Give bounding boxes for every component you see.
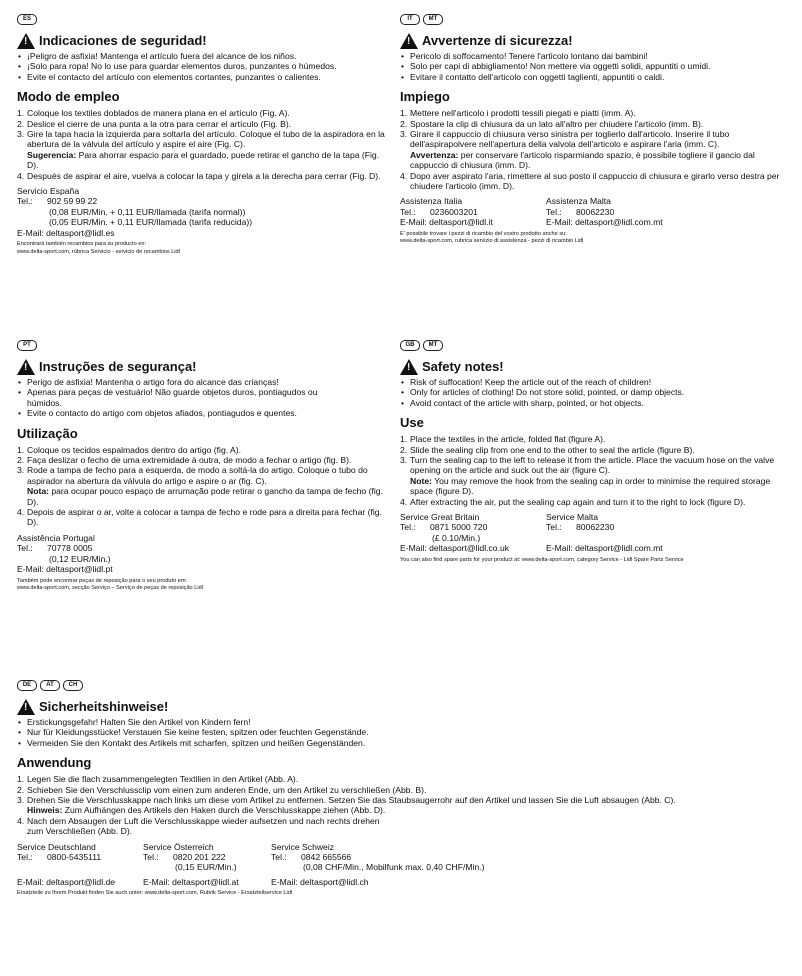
step-item: 3. Turn the sealing cap to the left to release it from the article. Place the vacuum hose on the valve opening on the article and suck out the air (figure C). Note: You may remove the hook from the sealing cap in order to minimise the required storage space (figure D). xyxy=(400,455,775,497)
list-item: • Only for articles of clothing! Do not store solid, pointed, or damp objects. xyxy=(410,387,785,397)
email-link[interactable]: deltasport@lidl.at xyxy=(172,876,239,887)
flag-mt: MT xyxy=(423,340,443,351)
phone-number: 0842 665566 xyxy=(301,852,352,863)
email-link[interactable]: deltasport@lidl.it xyxy=(429,217,493,228)
steps-list xyxy=(400,108,785,191)
phone-number: 902 59 99 22 xyxy=(47,196,98,207)
flag-it: IT xyxy=(400,14,420,25)
safety-heading: ! Indicaciones de seguridad! xyxy=(17,33,389,49)
language-flags xyxy=(17,14,389,25)
list-item: • Apenas para peças de vestuário! Não guarde objetos duros, pontiagudos ou húmidos. xyxy=(27,387,392,408)
phone-number: 80062230 xyxy=(576,206,615,217)
list-item: • Evite el contacto del artículo con elementos cortantes, punzantes o calientes. xyxy=(27,72,389,82)
email-link[interactable]: deltasport@lidl.ch xyxy=(300,876,369,887)
steps-list xyxy=(17,108,389,181)
safety-list xyxy=(17,51,389,82)
step-item: 2. Faça deslizar o fecho de uma extremidade à outra, de modo a fechar o artigo (fig. B). xyxy=(17,455,352,466)
step-item: 1. Place the textiles in the article, folded flat (figure A). xyxy=(400,434,606,445)
flag-gb: GB xyxy=(400,340,420,351)
service-block: Service Deutschland Tel.: 0800-5435111 E-Mail: deltasport@lidl.de Service Österreich Tel.: 0820 201 222 (0,15 EUR/Min.) E-Mail: deltasport@lidl.at Service Schweiz Tel.: 0842 665566 (0,08 CHF/Min., Mobilfunk max. 0,40 CHF/Min.) E-Mail: deltasport@lidl.ch xyxy=(17,841,485,887)
service-block: Servicio España Tel.: 902 59 99 22 (0,08 EUR/Min. + 0,11 EUR/llamada (tarifa normal)) (0,05 EUR/Min. + 0,11 EUR/llamada (tarifa reducida)) E-Mail: deltasport@lidl.es xyxy=(17,186,253,238)
steps-list xyxy=(17,445,392,528)
section-es xyxy=(17,14,389,256)
list-item: • Perigo de asfixia! Mantenha o artigo fora do alcance das crianças! xyxy=(27,377,392,387)
safety-list xyxy=(17,377,392,419)
warning-icon xyxy=(17,33,35,49)
spare-parts-note: You can also find spare parts for your product at: www.delta-sport.com, category Service - Lidl Spare Parts Service xyxy=(400,556,684,563)
steps-list xyxy=(400,434,785,507)
section-it xyxy=(400,14,785,246)
step-item: 2. Slide the sealing clip from one end to the other to seal the article (figure B). xyxy=(400,444,695,455)
step-item: 3. Gire la tapa hacia la izquierda para soltarla del artículo. Coloque el tubo de la aspiradora en la abertura de la válvula del artículo y aspire el aire (Fig. C). Sugerencia: Para ahorrar espacio para el guardado, puede retirar el gancho de la tapa (Fig. D). xyxy=(17,129,385,171)
list-item: • Pericolo di soffocamento! Tenere l'articolo lontano dai bambini! xyxy=(410,51,785,61)
flag-pt: PT xyxy=(17,340,37,351)
flag-at: AT xyxy=(40,680,60,691)
spare-parts-note: Encontrará también recambios para su producto en: www.delta-sport.com, rúbrica Servicio - servicio de recambios Lidl xyxy=(17,241,180,255)
spare-parts-note: Ersatzteile zu Ihrem Produkt finden Sie auch unter: www.delta-sport.com, Rubrik Service - Ersatzteilservice Lidl xyxy=(17,890,293,897)
safety-list xyxy=(400,377,785,408)
steps-list xyxy=(17,774,787,836)
warning-icon xyxy=(400,33,418,49)
list-item: • Erstickungsgefahr! Halten Sie den Artikel von Kindern fern! xyxy=(27,717,787,727)
section-gb xyxy=(400,340,785,564)
list-item: • ¡Peligro de asfixia! Mantenga el artículo fuera del alcance de los niños. xyxy=(27,51,389,61)
step-item: 1. Mettere nell'articolo i prodotti tessili piegati e piatti (imm. A). xyxy=(400,108,636,119)
spare-parts-note: E' possibile trovare i pezzi di ricambio del vostro prodotto anche su: www.delta-sport.com, rubrica servizio di assistenza - pezzi di ricambio Lidl xyxy=(400,230,584,245)
service-block: Assistência Portugal Tel.: 70778 0005 (0,12 EUR/Min.) E-Mail: deltasport@lidl.pt xyxy=(17,532,113,575)
phone-number: 80062230 xyxy=(576,522,615,533)
step-item: 3. Girare il cappuccio di chiusura verso sinistra per toglierlo dall'articolo. Inserire il tubo dell'aspirapolvere nell'apertura della valvola dell'articolo e aspirare l'aria (imm. C). Avvertenza: per conservare l'articolo risparmiando spazio, è possibile togliere il gancio dal cappuccio di chiusura (imm. D). xyxy=(400,129,755,171)
step-item: 2. Deslice el cierre de una punta a la otra para cerrar el artículo (Fig. B). xyxy=(17,118,292,129)
safety-heading: ! Instruções de segurança! xyxy=(17,359,392,375)
warning-icon xyxy=(17,359,35,375)
list-item: • Solo per capi di abbigliamento! Non mettere via oggetti solidi, appuntiti o umidi. xyxy=(410,61,785,71)
step-item: 4. Nach dem Absaugen der Luft die Verschlusskappe wieder aufsetzen und nach rechts drehen zum Verschließen (Abb. D). xyxy=(17,815,380,837)
phone-number: 0820 201 222 xyxy=(173,852,226,863)
step-item: 4. Dopo aver aspirato l'aria, rimettere al suo posto il cappuccio di chiusura e girarlo verso destra per chiudere l'articolo (imm. D). xyxy=(400,170,780,192)
step-item: 3. Rode a tampa de fecho para a esquerda, de modo a soltá-la do artigo. Coloque o tubo do aspirador na abertura da válvula do artigo e aspire o ar (fig. C). Nota: para ocupar pouco espaço de arrumação pode retirar o gancho da tampa de fecho (fig. D). xyxy=(17,465,383,507)
warning-icon xyxy=(17,699,35,715)
safety-heading: ! Safety notes! xyxy=(400,359,785,375)
email-link[interactable]: deltasport@lidl.com.mt xyxy=(575,543,663,554)
flag-es: ES xyxy=(17,14,37,25)
step-item: 4. After extracting the air, put the sealing cap again and turn it to the right to lock (figure D). xyxy=(400,496,746,507)
list-item: • Vermeiden Sie den Kontakt des Artikels mit scharfen, spitzen und heißen Gegenständen. xyxy=(27,738,787,748)
language-flags xyxy=(17,340,392,351)
step-item: 4. Depois de aspirar o ar, volte a colocar a tampa de fecho e rode para a direita para fechar (fig. D). xyxy=(17,507,382,528)
phone-number: 0871 5000 720 xyxy=(430,522,488,533)
safety-heading: ! Sicherheitshinweise! xyxy=(17,699,787,715)
step-item: 3. Drehen Sie die Verschlusskappe nach links um diese vom Artikel zu entfernen. Setzen Sie das Staubsaugerrohr auf den Artikel und lassen Sie die Luft absaugen (Abb. C). Hinweis: Zum Aufhängen des Artikels den Haken durch die Verschlusskappe ziehen (Abb. D). xyxy=(17,795,676,816)
list-item: • Evitare il contatto dell'articolo con oggetti taglienti, appuntiti o caldi. xyxy=(410,72,785,82)
service-block: Assistenza Italia Tel.: 0236003201 E-Mail: deltasport@lidl.it Assistenza Malta Tel.: 80062230 E-Mail: deltasport@lidl.com.mt xyxy=(400,196,663,228)
section-pt xyxy=(17,340,392,593)
warning-icon xyxy=(400,359,418,375)
use-heading: Anwendung xyxy=(17,755,92,771)
list-item: • Nur für Kleidungsstücke! Verstauen Sie keine festen, spitzen oder feuchten Gegenstände. xyxy=(27,727,787,737)
email-link[interactable]: deltasport@lidl.es xyxy=(46,227,115,238)
service-block: Service Great Britain Tel.: 0871 5000 720 (£ 0.10/Min.) E-Mail: deltasport@lidl.co.uk Service Malta Tel.: 80062230 E-Mail: deltasport@lidl.com.mt xyxy=(400,512,663,554)
section-de xyxy=(17,680,787,898)
flag-ch: CH xyxy=(63,680,83,691)
step-item: 2. Schieben Sie den Verschlussclip vom einen zum anderen Ende, um den Artikel zu verschließen (Abb. B). xyxy=(17,784,427,795)
list-item: • Evite o contacto do artigo com objetos afiados, pontiagudos e quentes. xyxy=(27,408,392,418)
list-item: • Avoid contact of the article with sharp, pointed, or hot objects. xyxy=(410,398,785,408)
step-item: 1. Legen Sie die flach zusammengelegten Textilien in den Artikel (Abb. A). xyxy=(17,774,299,785)
safety-list xyxy=(400,51,785,82)
step-item: 1. Coloque os tecidos espalmados dentro do artigo (fig. A). xyxy=(17,444,242,455)
phone-number: 0800-5435111 xyxy=(47,852,102,863)
email-link[interactable]: deltasport@lidl.com.mt xyxy=(575,217,663,228)
step-item: 2. Spostare la clip di chiusura da un lato all'altro per chiudere l'articolo (imm. B). xyxy=(400,118,704,129)
use-heading: Modo de empleo xyxy=(17,89,120,105)
safety-list xyxy=(17,717,787,748)
use-heading: Impiego xyxy=(400,89,450,105)
step-item: 4. Después de aspirar el aire, vuelva a colocar la tapa y gírela a la derecha para cerrar (Fig. D). xyxy=(17,170,381,181)
use-heading: Use xyxy=(400,415,424,431)
list-item: • ¡Solo para ropa! No lo use para guardar elementos duros, punzantes o húmedos. xyxy=(27,61,389,71)
language-flags xyxy=(400,340,785,351)
safety-heading: ! Avvertenze di sicurezza! xyxy=(400,33,785,49)
language-flags xyxy=(400,14,785,25)
step-item: 1. Coloque los textiles doblados de manera plana en el artículo (Fig. A). xyxy=(17,108,290,119)
email-link[interactable]: deltasport@lidl.de xyxy=(46,876,116,887)
list-item: • Risk of suffocation! Keep the article out of the reach of children! xyxy=(410,377,785,387)
flag-mt: MT xyxy=(423,14,443,25)
language-flags xyxy=(17,680,787,691)
phone-number: 70778 0005 xyxy=(47,543,93,554)
spare-parts-note: Também pode encontrar peças de reposição para o seu produto em: www.delta-sport.com, secção Serviço – Serviço de peças de reposição Lidl xyxy=(17,577,203,592)
email-link[interactable]: deltasport@lidl.pt xyxy=(46,564,113,575)
phone-number: 0236003201 xyxy=(430,206,478,217)
email-link[interactable]: deltasport@lidl.co.uk xyxy=(429,543,510,554)
flag-de: DE xyxy=(17,680,37,691)
use-heading: Utilização xyxy=(17,425,78,441)
